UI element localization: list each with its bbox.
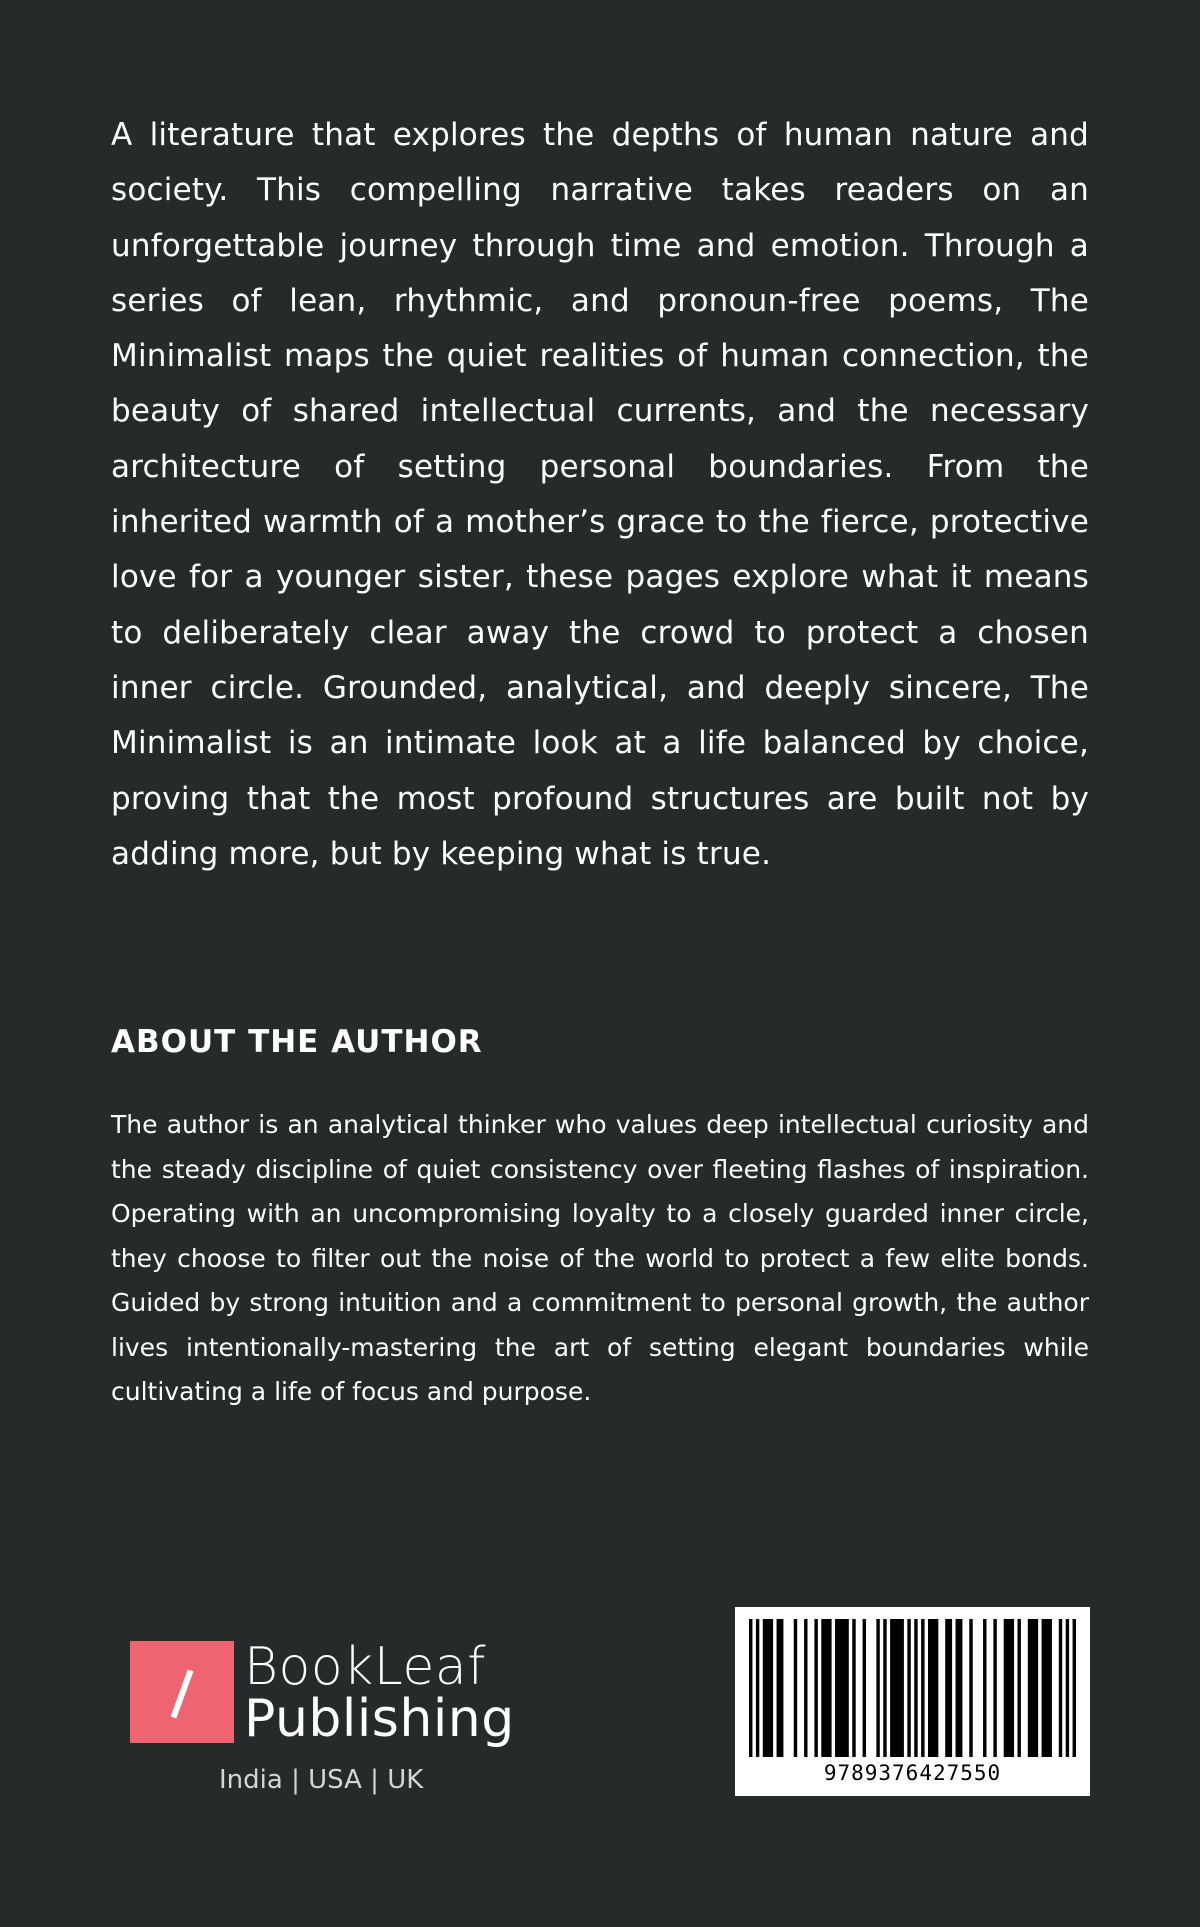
book-description: A literature that explores the depths of human nature and society. This compelling narrative takes readers on an unforgettable journey through time and emotion. Through a series of lean, rhythmic, and pronoun-free poems, The Minimalist maps the quiet realities of human connection, the beauty of shared intellectual currents, and the necessary architecture of setting personal boundaries. From the inherited warmth of a mother’s grace to the fierce, protective love for a younger sister, these pages explore what it means to deliberately clear away the crowd to protect a chosen inner circle. Grounded, analytical, and deeply sincere, The Minimalist is an intimate look at a life balanced by choice, proving that the most profound structures are built not by adding more, but by keeping what is true. (111, 117, 1089, 872)
barcode-bar (852, 1619, 855, 1757)
barcode-bar (945, 1619, 952, 1757)
barcode-bar (763, 1619, 773, 1757)
barcode-bar (883, 1619, 886, 1757)
barcode-bar (876, 1619, 879, 1757)
barcode-bar (756, 1619, 759, 1757)
barcode-bar (956, 1619, 963, 1757)
barcode-bar (1017, 1619, 1020, 1757)
barcode-bar (1073, 1619, 1076, 1757)
barcode-bar (969, 1619, 972, 1757)
barcode-bar (983, 1619, 986, 1757)
publisher-name-line2: Publishing (244, 1689, 515, 1749)
barcode-bar (1059, 1619, 1062, 1757)
barcode-bar (814, 1619, 817, 1757)
barcode-bar (914, 1619, 917, 1757)
barcode-bar (1042, 1619, 1052, 1757)
publisher-name-line1: BookLeaf (244, 1637, 487, 1697)
barcode-bar (863, 1619, 866, 1757)
barcode-bar (921, 1619, 924, 1757)
barcode-bar (821, 1619, 831, 1757)
about-author-heading: ABOUT THE AUTHOR (111, 1024, 483, 1060)
barcode-bar (777, 1619, 784, 1757)
barcode-bar (1028, 1619, 1038, 1757)
slash-logo-icon (130, 1641, 234, 1743)
publisher-locations: India | USA | UK (219, 1765, 424, 1795)
about-author-text: The author is an analytical thinker who values deep intellectual curiosity and the steady discipline of quiet consistency over fleeting flashes of inspiration. Operating with an uncompromising loyalty to a closely guarded inner circle, they choose to filter out the noise of the world to protect a few elite bonds. Guided by strong intuition and a commitment to personal growth, the author lives intentionally-mastering the art of setting elegant boundaries while cultivating a life of focus and purpose. (111, 1110, 1089, 1406)
barcode-icon (749, 1619, 1076, 1757)
barcode-bar (1066, 1619, 1069, 1757)
barcode-bar (1004, 1619, 1014, 1757)
barcode-bar (907, 1619, 910, 1757)
barcode-bar (928, 1619, 938, 1757)
barcode-bar (835, 1619, 849, 1757)
barcode-bar (749, 1619, 752, 1757)
barcode-bar (993, 1619, 996, 1757)
barcode-bar (794, 1619, 797, 1757)
barcode-bar (804, 1619, 807, 1757)
isbn-number: 9789376427550 (823, 1761, 1002, 1785)
barcode-bar (890, 1619, 904, 1757)
publisher-logo (130, 1637, 515, 1749)
isbn-barcode (735, 1607, 1090, 1796)
